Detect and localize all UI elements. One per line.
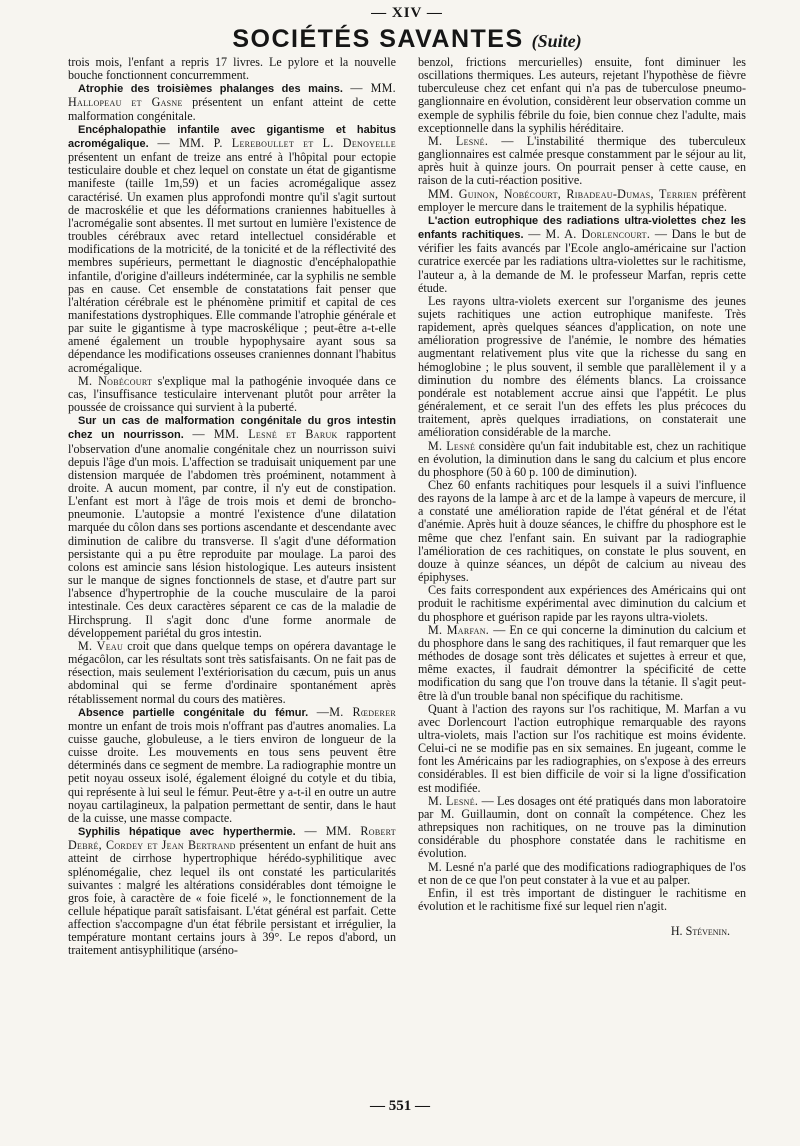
report-body: — Les dosages ont été pratiqués dans mon laboratoire par M. Guillaumin, dont on connaît la compétence. Chez les athrepsiques non rachitiques, on ne trouve pas la diminution considérable du phosphore constatée dans le rachitisme en évolution. — [418, 793, 747, 861]
discussion-entry — [418, 135, 746, 188]
section-title: SOCIÉTÉS SAVANTES — [232, 25, 524, 53]
discussion-entry — [68, 640, 396, 706]
author-signature: H. Stévenin. — [670, 924, 730, 939]
paragraph: Enfin, il est très important de distinguer le rachitisme en évolution et le rachitisme fixé sur lequel rien n'agit. — [418, 885, 746, 913]
author-names: M. Lesné. — [428, 133, 489, 148]
discussion-entry — [68, 375, 396, 414]
report-heading: Sur un cas de malformation congénitale du gros intestin chez un nourrisson. — [68, 415, 396, 442]
report-entry — [68, 825, 396, 958]
right-column — [418, 56, 746, 958]
section-subtitle: (Suite) — [531, 31, 582, 51]
author-names: MM. Guinon, Nobécourt, Ribadeau-Dumas, Terrien — [428, 186, 698, 201]
report-heading: Encéphalopathie infantile avec gigantisme et habitus acromégalique. — [68, 123, 396, 150]
author-names: — M. A. Dorlencourt. — [528, 227, 651, 242]
report-body: montre un enfant de trois mois n'offrant pas d'autres anomalies. La cuisse gauche, globuleuse, a le tiers environ de longueur de la cuisse droite. Les mouvements en tous sens peuvent être déterminés dans ce segment de membre. La radiographie montre un petit noyau osseux isolé, également éloigné du cotyle et du tibia, qui représente à lui seul le fémur. Peut-être y a-t-il en outre un autre noyau cartilagineux, la palpation permettant de sentir, dans le haut de la cuisse, une masse compacte. — [68, 718, 396, 825]
report-entry — [68, 123, 396, 375]
discussion-entry — [418, 795, 746, 861]
report-entry — [68, 82, 396, 122]
report-body: présentent un enfant de huit ans atteint de cirrhose hypertrophique hérédo-syphilitique avec splénomégalie, chez lequel ils ont constaté les particularités suivantes : malgré les altérations considérables dont témoigne le gros foie, à caractère de « foie ficelé », le fonctionnement de la cellule hépatique paraît satisfaisant. L'état général est parfait. Cette affection s'accompagne d'un état fébrile persistant et irrégulier, la température montant certains jours à 39°. Le repos d'abord, un traitement antisyphilitique (arséno- — [68, 838, 397, 958]
report-entry — [418, 214, 746, 295]
page-number: — 551 — — [370, 1098, 430, 1114]
paragraph: Chez 60 enfants rachitiques pour lesquels il a suivi l'influence des rayons de la lampe à arc et de la lampe à vapeurs de mercure, il a constaté une amélioration rapide de l'état général et de l'état d'anémie. Après huit à douze séances, le chiffre du phosphore est le même que chez l'enfant sain. En suivant par la radiographie l'amélioration de ces rachitiques, on constate le plus souvent, en douze à quinze séances, un dépôt de calcium au niveau des épiphyses. — [418, 478, 746, 585]
report-body: considère qu'un fait indubitable est, chez un rachitique en évolution, la diminution dans le sang du calcium et plus encore du phosphore (50 à 60 p. 100 de diminution). — [418, 438, 746, 479]
report-body: présentent un enfant atteint de cette malformation congénitale. — [68, 95, 396, 123]
report-heading: L'action eutrophique des radiations ultra-violettes chez les enfants rachitiques. — [418, 214, 746, 242]
report-body: — Dans le but de vérifier les faits avancés par l'Ecole anglo-américaine sur l'action curatrice exercée par les radiations ultra-violettes sur le rachitisme, l'auteur a, à la demande de M. le professeur Marfan, repris cette étude. — [418, 227, 746, 295]
paragraph: Les rayons ultra-violets exercent sur l'organisme des jeunes sujets rachitiques une action eutrophique manifeste. Très rapidement, après quelques séances d'application, on note une amélioration progressive de l'anémie, le nombre des hématies augmentant relativement plus vite que la richesse du sang en hémoglobine ; le plus souvent, il semble que parallèlement il y a diminution du nombre des éléments blancs. La croissance pondérale est notablement accrue ainsi que l'appétit. Le plus généralement, et ce serait l'un des effets les plus précoces du traitement, après quelques irradiations, on constaterait une amélioration considérable de la marche. — [418, 293, 746, 440]
author-names: —M. Rœderer — [316, 704, 396, 719]
author-names: M. Lesné. — [428, 793, 479, 808]
left-column — [68, 56, 396, 958]
paragraph: trois mois, l'enfant a repris 17 livres. Le pylore et la nouvelle bouche fonctionnent concurremment. — [68, 55, 396, 83]
report-body: préfèrent employer le mercure dans le traitement de la syphilis hépatique. — [418, 186, 746, 214]
report-body: — L'instabilité thermique des tuberculeux ganglionnaires est calmée presque constamment par le séjour au lit, après huit à quinze jours. On pourrait penser à cette cause, en raison de la cuti-réaction positive. — [418, 133, 746, 188]
author-names: — MM. P. Lereboullet et L. Denoyelle — [157, 135, 396, 150]
report-body: rapportent l'observation d'une anomalie congénitale chez un nourrisson suivi depuis l'âge d'un mois. L'affection se traduisait uniquement par une distension marquée de l'abdomen très proéminent, notamment à droite. A aucun moment, par contre, il n'y eut de constipation. L'enfant est mort à l'âge de trois mois et demi de broncho-pneumonie. L'autopsie a montré l'existence d'une dilatation marquée du côlon dans ses portions ascendante et descendante avec diminution de calibre du transverse. Il s'agit d'une déformation persistante qui a pu être reproduite par moulage. La paroi des colons est amincie sans lésion histologique. Les auteurs insistent sur le manque de signes fonctionnels de stase, et d'autre part sur l'absence d'hypertrophie de la couche musculaire de la paroi intestinale. Ces deux caractères séparent ce cas de la maladie de Hirchsprung. Il s'agit donc d'une forme anormale de développement pariétal du gros intestin. — [68, 427, 396, 640]
discussion-entry — [418, 624, 746, 703]
author-names: — MM. Robert Debré, Cordey et Jean Bertrand — [68, 824, 396, 853]
report-body: croit que dans quelque temps on opérera davantage le mégacôlon, car les résultats sont très satisfaisants. On ne fait pas de résection, mais seulement l'extériorisation du cæcum, puis un anus abdominal qui se ferme d'ordinaire spontanément après rétablissement normal du cours des matières. — [68, 638, 396, 706]
discussion-entry — [418, 440, 746, 479]
paragraph: benzol, frictions mercurielles) ensuite, font diminuer les oscillations thermiques. Les auteurs, rejetant l'hypothèse de fièvre tuberculeuse chez cet enfant qui n'a pas de tuberculose pneumo-ganglionnaire en évolution, considèrent leur observation comme un exemple de syphilis fébrile du foie, bien connue chez l'adulte, mais exceptionnelle dans la syphilis héréditaire. — [418, 55, 746, 135]
report-entry — [68, 414, 396, 640]
report-heading: Syphilis hépatique avec hyperthermie. — [78, 826, 296, 839]
author-names: M. Nobécourt — [78, 373, 153, 388]
paragraph: Quant à l'action des rayons sur l'os rachitique, M. Marfan a vu avec Dorlencourt l'action eutrophique remarquable des rayons ultra-violets, mais l'action sur l'os rachitique est moins évidente. Celui-ci ne se modifie pas en six semaines. En jugeant, comme le font les Américains par les radiographies, on s'expose à des erreurs considérables. Il est bien difficile de voir si la ligne d'ossification est modifiée. — [418, 701, 746, 795]
article-columns — [68, 56, 746, 958]
author-names: M. Lesné — [428, 438, 476, 453]
discussion-entry — [418, 188, 746, 214]
masthead — [68, 22, 746, 56]
author-names: — MM. Lesné et Baruk — [192, 427, 338, 442]
paragraph: Ces faits correspondent aux expériences des Américains qui ont produit le rachitisme expérimental avec diminution du calcium et du phosphore et guérison rapide par les rayons ultra-violets. — [418, 583, 746, 624]
author-names: — MM. Hallopeau et Gasne — [68, 81, 396, 110]
report-body: s'explique mal la pathogénie invoquée dans ce cas, l'insuffisance testiculaire intervenant plutôt pour arrêter la poussée de croissance qui survient à la puberté. — [68, 373, 396, 415]
report-entry — [68, 706, 396, 825]
page-roman-numeral: — XIV — — [371, 5, 443, 21]
author-names: M. Marfan. — [428, 622, 490, 637]
report-heading: Absence partielle congénitale du fémur. — [78, 706, 309, 719]
paragraph: M. Lesné n'a parlé que des modifications radiographiques de l'os et non de ce que l'on peut constater à la vue et au palper. — [418, 859, 746, 887]
report-body: présentent un enfant de treize ans entré à l'hôpital pour ectopie testiculaire double et chez lequel on constate un état de gigantisme manifeste (taille 1m,59) et un facies acromégalique assez caractérisé. Un examen plus approfondi montre qu'il s'agit surtout de macroskélie et que les déformations craniennes habituelles à l'acromégalie sont absentes. Il met surtout en lumière l'existence de troubles cérébraux avec retard intellectuel considérable et modifications de la motricité, de la tonicité et de la réflectivité des membres supérieurs, permettant le diagnostic d'encéphalopathie infantile, d'origine d'ailleurs indéterminée, car la syphilis ne semble pas en cause. Cet ensemble de constatations fait penser que l'altération cérébrale est le phénomène primitif et capital de ces manifestations dystrophiques. Elle commande l'atrophie générale et par suite le gigantisme à type macroskélique ; peut-être a-t-elle amené également un trouble hypophysaire ayant sous sa dépendance les modifications osseuses craniennes donnant l'habitus acromégalique. — [68, 150, 396, 375]
report-body: — En ce qui concerne la diminution du calcium et du phosphore dans le sang des rachitiques, il faut remarquer que les méthodes de dosage sont très délicates et sujettes à erreur et que, même exactes, il faudrait démontrer la spécificité de cette modification du sang que l'on trouve dans la tétanie. Il s'agit peut-être là d'un trouble banal non spécifique du rachitisme. — [418, 622, 746, 703]
author-names: M. Veau — [78, 638, 124, 653]
report-heading: Atrophie des troisièmes phalanges des mains. — [78, 83, 343, 96]
